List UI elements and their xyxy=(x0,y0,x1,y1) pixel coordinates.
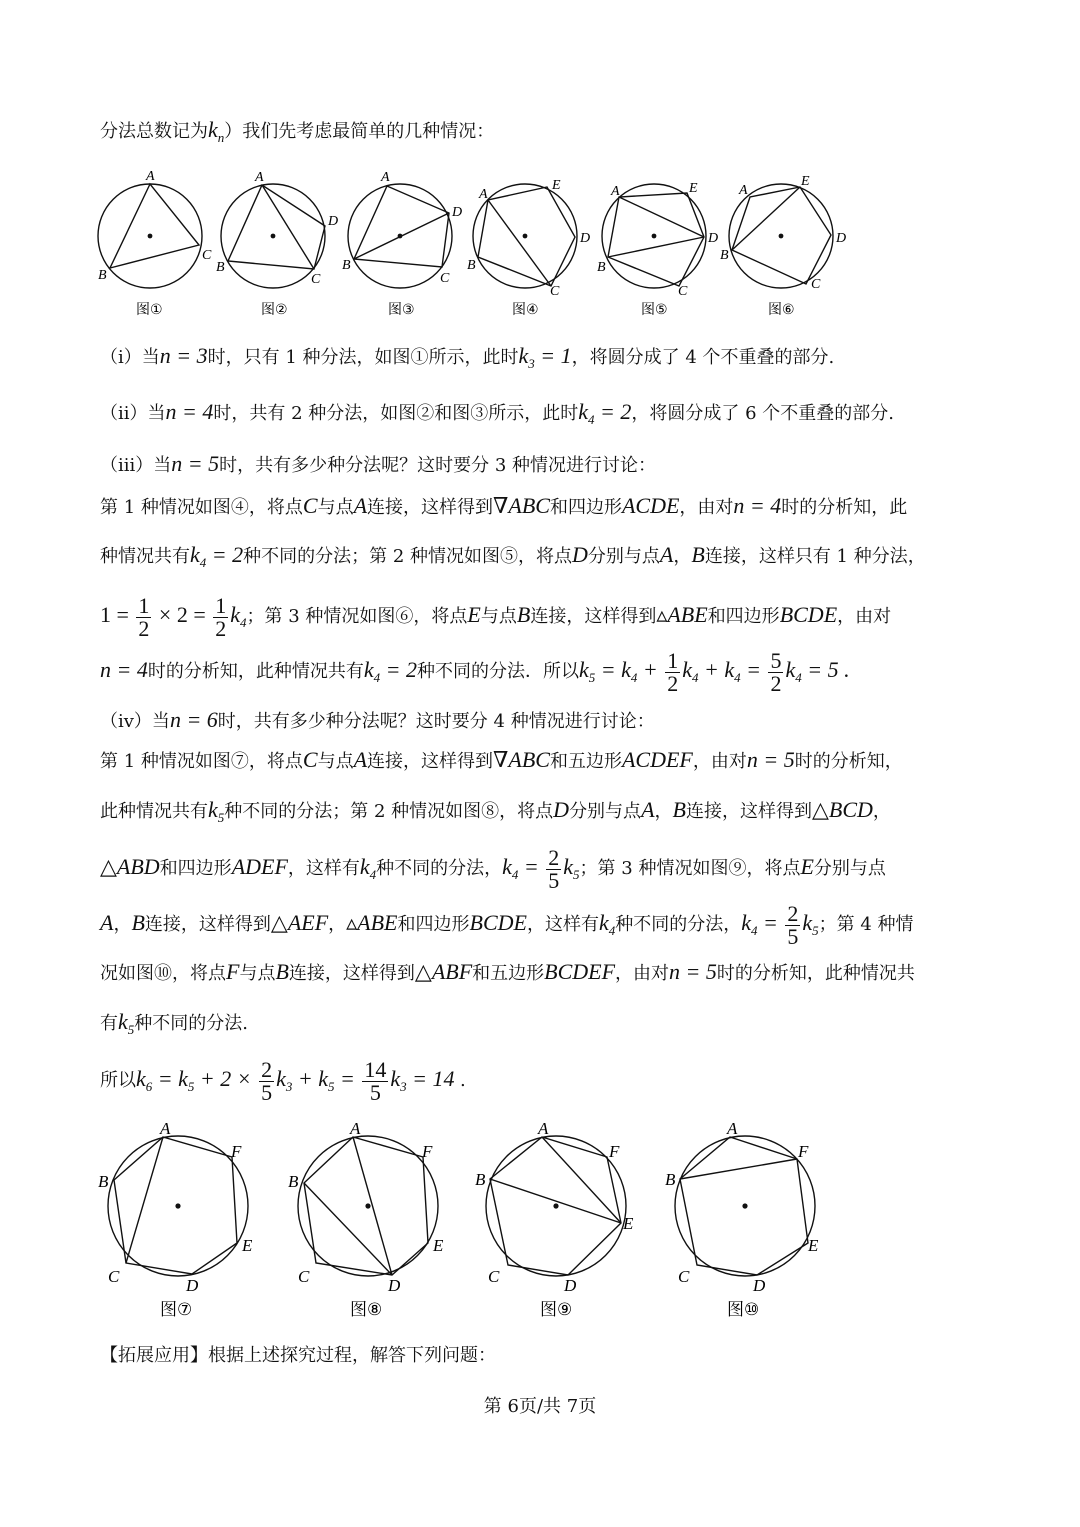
label-A: A xyxy=(479,187,488,202)
label-A: A xyxy=(381,170,390,185)
p4-line-6: 有$k_5$种不同的分法. xyxy=(100,1009,248,1037)
figure-4 xyxy=(467,178,590,318)
eq-n3: n = 3 xyxy=(159,343,208,368)
eq-n4: n = 4 xyxy=(165,399,214,424)
figure-8 xyxy=(288,1119,444,1320)
text: （ii）当 xyxy=(100,403,166,424)
p3-line-4: n = 4时的分析知，此种情况共有$k_4 = 2$种不同的分法．所以$k_5 = k_4$ + $\frac{1}{2}$ $k_4 + k_4$ = $\frac{5}{2}$ $k_4 = 5$ . xyxy=(100,647,850,696)
figure-1 xyxy=(98,169,212,318)
text: 时，共有 2 种分法，如图②和图③所示，此时 xyxy=(213,403,579,424)
label-A: A xyxy=(611,184,620,199)
label-D: D xyxy=(328,214,339,229)
label-C: C xyxy=(550,284,560,299)
p4-line-4: A，B连接，这样得到△AEF，▵ABE和四边形BCDE，这样有$k_4$种不同的分法，$k_4$ = $\frac{2}{5}$ $k_5$；第 4 种情 xyxy=(100,900,914,949)
p3-line-3: 1 = $\frac{1}{2}$ × 2 = $\frac{1}{2}$ $k_4$；第 3 种情况如图⑥，将点E与点B连接，这样得到▵ABE和四边形BCDE，由对 xyxy=(100,592,892,641)
label-F: F xyxy=(609,1142,620,1161)
label-C: C xyxy=(108,1267,120,1286)
label-D: D xyxy=(580,231,591,246)
label-B: B xyxy=(665,1170,676,1189)
caption-5: 图⑤ xyxy=(641,302,668,318)
label-A: A xyxy=(146,169,155,184)
p4-line-3: △ABD和四边形ADEF，这样有$k_4$种不同的分法，$k_4$ = $\frac{2}{5}$ $k_5$；第 3 种情况如图⑨，将点E分别与点 xyxy=(100,844,886,893)
label-D: D xyxy=(452,205,463,220)
label-B: B xyxy=(720,248,729,263)
figure-3 xyxy=(342,170,462,318)
top-figures xyxy=(0,165,1080,325)
label-D: D xyxy=(186,1276,199,1295)
label-C: C xyxy=(678,284,688,299)
label-C: C xyxy=(298,1267,310,1286)
text: 时，共有多少种分法呢？这时要分 3 种情况进行讨论： xyxy=(219,455,657,476)
label-B: B xyxy=(475,1170,486,1189)
case-iv-line: （iv）当n = 6时，共有多少种分法呢？这时要分 4 种情况进行讨论： xyxy=(100,707,655,732)
intro-text: 分法总数记为 xyxy=(100,121,208,142)
label-E: E xyxy=(552,178,561,193)
var-n-sub: n xyxy=(217,130,225,145)
k3-expr: $k_3 = 1$ xyxy=(518,343,572,371)
figure-2 xyxy=(216,170,338,318)
label-F: F xyxy=(798,1142,809,1161)
bottom-figures xyxy=(0,1115,1080,1330)
label-D: D xyxy=(564,1276,577,1295)
p4-line-7: 所以$k_6 = k_5 + 2$ × $\frac{2}{5}$ $k_3 + k_5$ = $\frac{14}{5}$ $k_3 = 14$ . xyxy=(100,1056,466,1105)
label-C: C xyxy=(202,248,212,263)
caption-10: 图⑩ xyxy=(727,1300,760,1320)
k4-expr: $k_4 = 2$ xyxy=(578,399,632,427)
label-B: B xyxy=(342,258,351,273)
label-C: C xyxy=(811,277,821,292)
figure-9 xyxy=(475,1119,634,1320)
label-A: A xyxy=(255,170,264,185)
label-D: D xyxy=(388,1276,401,1295)
p4-line-2: 此种情况共有$k_5$种不同的分法；第 2 种情况如图⑧，将点D分别与点A，B连接，这样得到△BCD， xyxy=(100,797,891,825)
p4-line-1: 第 1 种情况如图⑦，将点C与点A连接，这样得到∇ABC和五边形ACDEF，由对n = 5时的分析知， xyxy=(100,747,903,772)
p4-line-5: 况如图⑩，将点F与点B连接，这样得到△ABF和五边形BCDEF，由对n = 5时的分析知，此种情况共 xyxy=(100,959,915,984)
intro-line xyxy=(100,116,984,152)
label-D: D xyxy=(708,231,719,246)
label-D: D xyxy=(836,231,847,246)
text: ，将圆分成了 4 个不重叠的部分. xyxy=(571,347,835,368)
label-A: A xyxy=(160,1119,171,1138)
figure-10 xyxy=(665,1119,819,1320)
p3-line-1: 第 1 种情况如图④，将点C与点A连接，这样得到∇ABC和四边形ACDE，由对n = 4时的分析知，此 xyxy=(100,493,908,518)
page-footer: 第 6页/共 7页 xyxy=(483,1396,597,1417)
label-A: A xyxy=(538,1119,549,1138)
label-B: B xyxy=(216,260,225,275)
label-C: C xyxy=(311,272,321,287)
case-iii-line xyxy=(100,450,984,480)
label-E: E xyxy=(808,1236,819,1255)
label-E: E xyxy=(689,181,698,196)
text: （i）当 xyxy=(100,347,160,368)
text: （iii）当 xyxy=(100,455,172,476)
label-B: B xyxy=(467,258,476,273)
case-i-line xyxy=(100,342,984,378)
label-E: E xyxy=(433,1236,444,1255)
caption-6: 图⑥ xyxy=(768,302,795,318)
text: ，将圆分成了 6 个不重叠的部分. xyxy=(631,403,895,424)
caption-9: 图⑨ xyxy=(540,1300,573,1320)
label-D: D xyxy=(753,1276,766,1295)
p3-line-2: 种情况共有$k_4 = 2$种不同的分法；第 2 种情况如图⑤，将点D分别与点A，B连接，这样只有 1 种分法， xyxy=(100,542,926,570)
intro-text-2: ）我们先考虑最简单的几种情况： xyxy=(224,121,495,142)
figure-5 xyxy=(597,181,718,318)
label-E: E xyxy=(242,1236,253,1255)
label-E: E xyxy=(623,1214,634,1233)
label-E: E xyxy=(801,174,810,189)
label-A: A xyxy=(350,1119,361,1138)
label-C: C xyxy=(440,271,450,286)
label-B: B xyxy=(98,1172,109,1191)
label-C: C xyxy=(678,1267,690,1286)
text: 时，只有 1 种分法，如图①所示，此时 xyxy=(207,347,519,368)
caption-8: 图⑧ xyxy=(350,1300,383,1320)
caption-4: 图④ xyxy=(512,302,539,318)
caption-2: 图② xyxy=(261,302,288,318)
label-B: B xyxy=(98,268,107,283)
label-A: A xyxy=(739,183,748,198)
extend-heading: 【拓展应用】根据上述探究过程，解答下列问题： xyxy=(100,1345,496,1366)
label-B: B xyxy=(597,260,606,275)
case-ii-line xyxy=(100,398,984,434)
eq-n5: n = 5 xyxy=(171,451,220,476)
label-F: F xyxy=(422,1142,433,1161)
caption-3: 图③ xyxy=(388,302,415,318)
label-A: A xyxy=(727,1119,738,1138)
label-C: C xyxy=(488,1267,500,1286)
caption-7: 图⑦ xyxy=(160,1300,193,1320)
caption-1: 图① xyxy=(136,302,163,318)
figure-6 xyxy=(720,174,846,318)
label-B: B xyxy=(288,1172,299,1191)
figure-7 xyxy=(98,1119,253,1320)
label-F: F xyxy=(231,1142,242,1161)
var-k: k xyxy=(208,117,218,142)
